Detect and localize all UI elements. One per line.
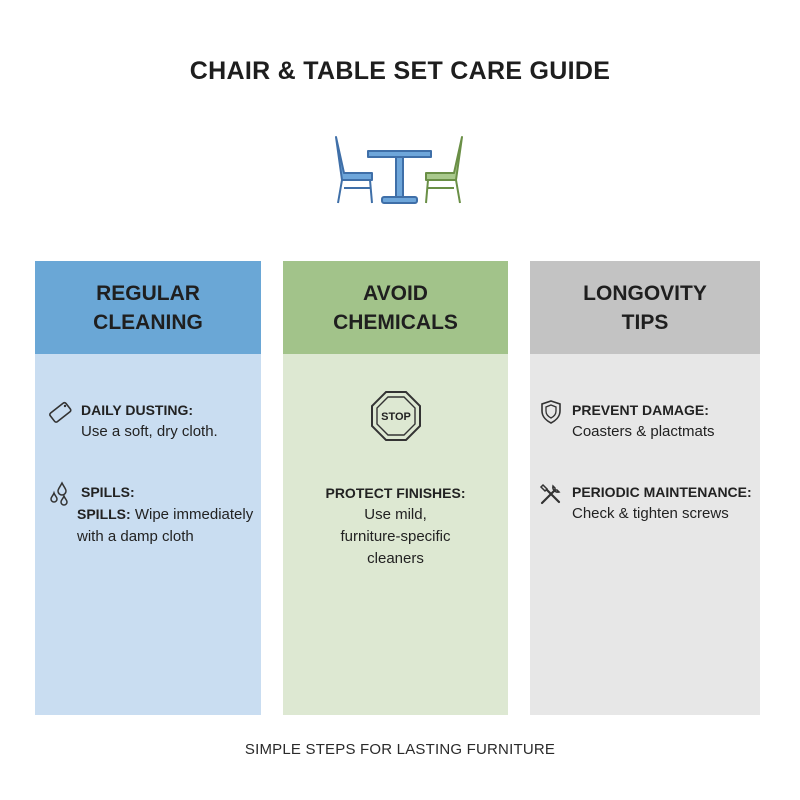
column-heading-line1: AVOID <box>363 281 428 305</box>
tip-text: Use a soft, dry cloth. <box>81 423 218 440</box>
column-heading-line2: TIPS <box>621 310 669 334</box>
column-longovity-tips <box>530 261 760 715</box>
tip-heading: PROTECT FINISHES: <box>325 485 466 501</box>
column-heading-line2: CLEANING <box>93 310 203 334</box>
tip-text-line3: cleaners <box>367 550 424 567</box>
column-heading-line1: REGULAR <box>96 281 200 305</box>
shield-icon <box>538 399 564 425</box>
column-heading <box>530 261 760 354</box>
chair-table-set-icon <box>330 133 470 209</box>
column-avoid-chemicals <box>283 261 508 715</box>
footer-tagline: SIMPLE STEPS FOR LASTING FURNITURE <box>244 741 556 758</box>
tip-text: Coasters & plactmats <box>572 423 715 440</box>
tip-heading: SPILLS: <box>81 484 135 500</box>
column-heading <box>283 261 508 354</box>
column-heading-line2: CHEMICALS <box>333 310 458 334</box>
stop-sign-label: STOP <box>381 411 411 423</box>
droplets-icon <box>47 481 73 507</box>
tip-text: Wipe immediately with a damp cloth <box>77 506 254 545</box>
page-title: CHAIR & TABLE SET CARE GUIDE <box>189 57 611 85</box>
tip-text: Check & tighten screws <box>572 505 729 522</box>
tip-text-line1: Use mild, <box>364 506 427 523</box>
column-body <box>35 354 261 715</box>
column-heading-line1: LONGOVITY <box>583 281 707 305</box>
tools-icon <box>538 481 564 507</box>
tip-text-line2: furniture-specific <box>340 528 451 545</box>
tip-protect-finishes <box>283 482 508 570</box>
column-heading <box>35 261 261 354</box>
column-body <box>530 354 760 715</box>
tip-heading: PREVENT DAMAGE: <box>572 402 709 418</box>
tip-inline-heading: SPILLS: <box>77 506 131 522</box>
phone-cloth-icon <box>47 399 73 425</box>
column-body <box>283 354 508 715</box>
tip-heading: PERIODIC MAINTENANCE: <box>572 484 752 500</box>
tip-heading: DAILY DUSTING: <box>81 402 194 418</box>
column-regular-cleaning <box>35 261 261 715</box>
stop-sign-icon <box>370 390 422 442</box>
